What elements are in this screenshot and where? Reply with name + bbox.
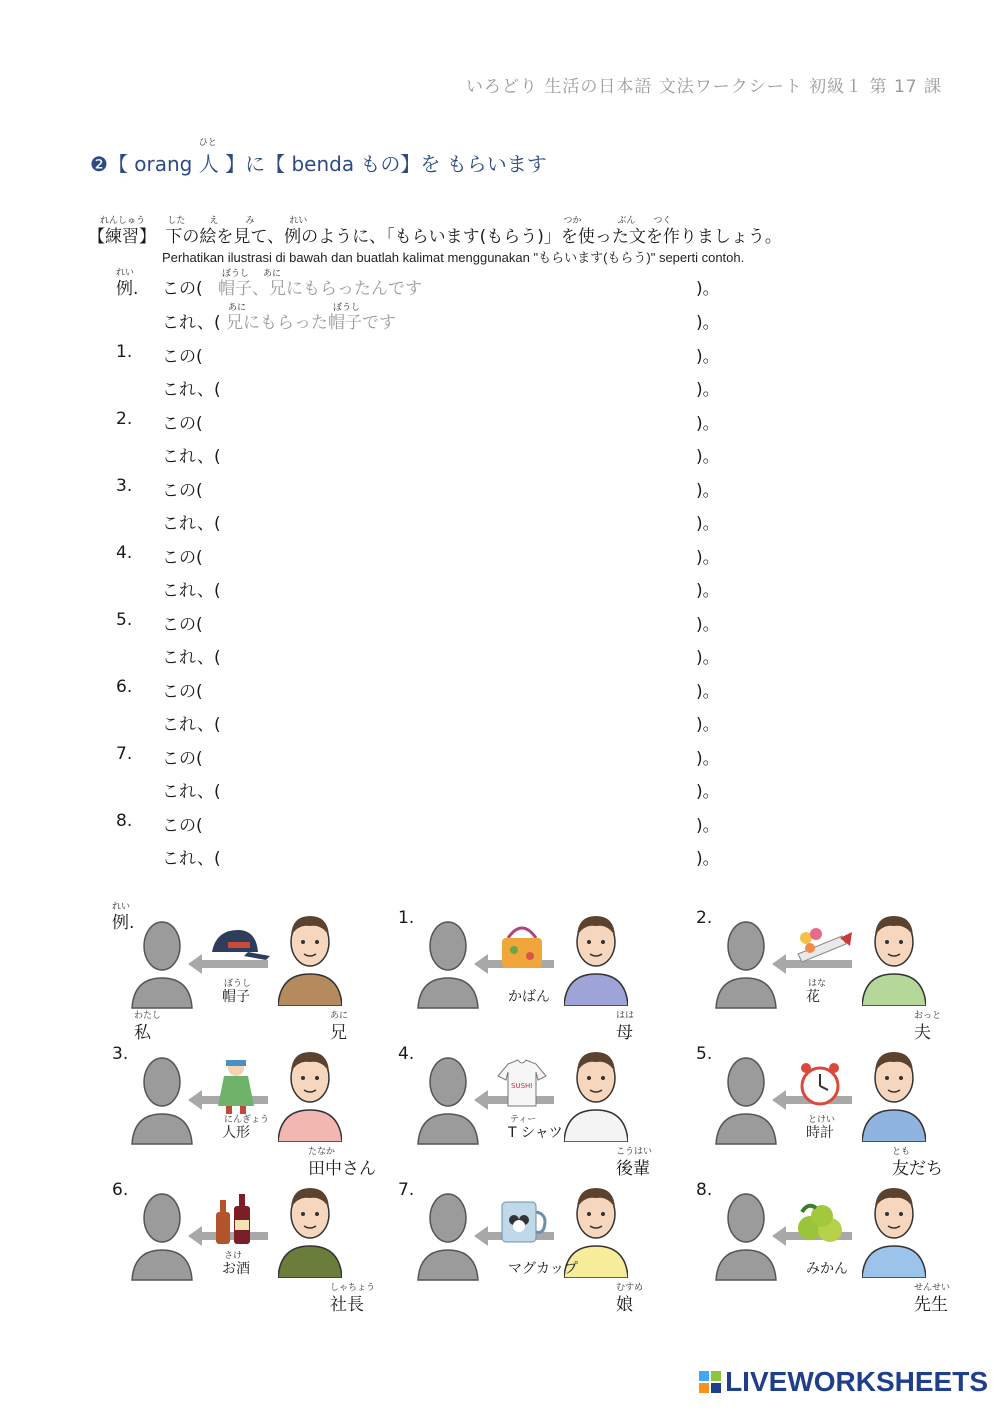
exercise-row-4-a [0, 543, 1000, 573]
exercise-close: )。 [696, 648, 720, 668]
receiver-silhouette-icon [714, 1188, 778, 1284]
item-label [806, 1258, 848, 1278]
exercise-lead-kore: これ、( [162, 514, 221, 534]
item-label [508, 1258, 578, 1278]
exercise-lead-kono: この( [162, 548, 203, 568]
answer-input-2-a[interactable] [218, 407, 688, 433]
instruction-label-ruby: れんしゅう [100, 216, 146, 226]
exercise-number: 5. [116, 610, 133, 630]
item-text: 花 [806, 989, 820, 1005]
exercise-row-6-b [0, 710, 1000, 740]
item-text: 時計 [806, 1125, 834, 1141]
giver-text: 友だち [892, 1159, 943, 1179]
panel-number-text: 1. [398, 908, 415, 928]
receiver-text: 私 [134, 1023, 151, 1043]
panel-number [696, 1044, 712, 1064]
giver-label [616, 1147, 653, 1179]
ruby-tsuku: つく [653, 216, 672, 226]
exercise-number: 3. [116, 476, 133, 496]
item-ruby: とけい [808, 1115, 836, 1125]
giver-label [330, 1283, 376, 1315]
ruby-tsuka: つか [563, 216, 582, 226]
clock-icon [792, 1058, 856, 1114]
exercise-row-3-a [0, 476, 1000, 506]
panel-number [112, 1044, 128, 1064]
panel-number-text: 2. [696, 908, 713, 928]
exercise-lead-kore: これ、( [162, 648, 221, 668]
ruby-bun: ぶん [617, 216, 636, 226]
answer-input-8-b[interactable] [224, 842, 688, 868]
item-label [222, 1115, 270, 1142]
exercise-close: )。 [696, 782, 720, 802]
bottles-icon [208, 1194, 272, 1250]
exercise-close: )。 [696, 581, 720, 601]
illustration-panel-4 [398, 1044, 678, 1179]
answer-input-3-a[interactable] [218, 474, 688, 500]
exercise-close: )。 [696, 548, 720, 568]
exercise-close: )。 [696, 347, 720, 367]
giver-label [308, 1147, 376, 1179]
example-ruby-ani: あに [263, 269, 282, 279]
exercise-row-3-b [0, 509, 1000, 539]
giver-ruby: とも [892, 1147, 911, 1157]
answer-input-4-b[interactable] [224, 574, 688, 600]
receiver-silhouette-icon [416, 1188, 480, 1284]
example-label [116, 268, 139, 299]
illustration-panel-1 [398, 908, 678, 1043]
item-label [508, 986, 550, 1006]
exercise-number: 2. [116, 409, 133, 429]
exercise-close: )。 [696, 380, 720, 400]
giver-text: 兄 [330, 1023, 347, 1043]
illustration-panel-6 [112, 1180, 392, 1315]
giver-label [914, 1283, 951, 1315]
liveworksheets-logo [699, 1366, 988, 1398]
cap-icon [208, 922, 272, 978]
receiver-silhouette-icon [714, 916, 778, 1012]
exercise-number: 7. [116, 744, 133, 764]
illustration-panel-7 [398, 1180, 678, 1315]
exercise-row-1-a [0, 342, 1000, 372]
exercise-row-7-b [0, 777, 1000, 807]
example-lead-2: これ、( [162, 313, 221, 333]
exercise-row-2-b [0, 442, 1000, 472]
panel-number-text: 8. [696, 1180, 713, 1200]
item-ruby: にんぎょう [224, 1115, 270, 1125]
panel-number-text: 4. [398, 1044, 415, 1064]
example-close-1: )。 [696, 279, 720, 299]
receiver-silhouette-icon [130, 916, 194, 1012]
giver-label [330, 1011, 349, 1043]
answer-input-4-a[interactable] [218, 541, 688, 567]
exercise-lead-kono: この( [162, 682, 203, 702]
exercise-lead-kono: この( [162, 749, 203, 769]
exercise-lead-kore: これ、( [162, 380, 221, 400]
instruction-translation: Perhatikan ilustrasi di bawah dan buatlah kalimat menggunakan "もらいます(もらう)" seperti contoh. [162, 250, 745, 265]
item-ruby: はな [808, 979, 827, 989]
item-text: 人形 [222, 1125, 250, 1141]
item-label [222, 979, 252, 1006]
receiver-ruby: わたし [134, 1011, 162, 1021]
answer-input-5-b[interactable] [224, 641, 688, 667]
exercise-lead-kono: この( [162, 615, 203, 635]
illustration-panel-0 [112, 902, 392, 1043]
giver-text: 夫 [914, 1023, 931, 1043]
example-row-2 [0, 303, 1000, 338]
item-label [508, 1115, 563, 1142]
receiver-silhouette-icon [130, 1052, 194, 1148]
answer-input-1-b[interactable] [224, 373, 688, 399]
exercise-row-5-a [0, 610, 1000, 640]
exercise-close: )。 [696, 682, 720, 702]
receiver-label [134, 1011, 162, 1043]
answer-input-8-a[interactable] [218, 809, 688, 835]
giver-text: 後輩 [616, 1159, 650, 1179]
panel-number-text: 例. [112, 913, 135, 933]
giver-person-icon [564, 910, 628, 1006]
item-text: かばん [508, 989, 550, 1005]
exercise-close: )。 [696, 414, 720, 434]
flowers-icon [792, 922, 856, 978]
exercise-row-1-b [0, 375, 1000, 405]
answer-input-7-a[interactable] [218, 742, 688, 768]
giver-ruby: たなか [308, 1147, 336, 1157]
section-title [90, 138, 547, 177]
giver-ruby: あに [330, 1011, 349, 1021]
giver-ruby: こうはい [616, 1147, 653, 1157]
illustration-panel-8 [696, 1180, 976, 1315]
giver-person-icon [278, 1182, 342, 1278]
exercise-row-7-a [0, 744, 1000, 774]
answer-input-6-a[interactable] [218, 675, 688, 701]
panel-number-text: 5. [696, 1044, 713, 1064]
answer-input-1-a[interactable] [218, 340, 688, 366]
exercise-close: )。 [696, 715, 720, 735]
ruby-e: え [209, 216, 219, 226]
section-kanji-ruby: ひと [198, 138, 217, 148]
item-text: マグカップ [508, 1261, 578, 1277]
example-label-text: 例. [116, 279, 139, 299]
example-ruby-ani-2: あに [228, 303, 247, 313]
exercise-number: 1. [116, 342, 133, 362]
exercise-lead-kore: これ、( [162, 782, 221, 802]
exercise-close: )。 [696, 481, 720, 501]
answer-input-3-b[interactable] [224, 507, 688, 533]
logo-mark-icon [699, 1371, 721, 1393]
exercise-close: )。 [696, 615, 720, 635]
item-label [806, 979, 827, 1006]
giver-label [892, 1147, 943, 1179]
mikan-icon [792, 1194, 856, 1250]
giver-text: 田中さん [308, 1159, 376, 1179]
answer-input-5-a[interactable] [218, 608, 688, 634]
exercise-row-6-a [0, 677, 1000, 707]
exercise-close: )。 [696, 816, 720, 836]
receiver-silhouette-icon [416, 1052, 480, 1148]
panel-number-ruby: れい [112, 902, 131, 912]
section-title-kanji: 人 [198, 152, 219, 176]
answer-input-2-b[interactable] [224, 440, 688, 466]
panel-number-text: 7. [398, 1180, 415, 1200]
worksheet-header: いろどり 生活の日本語 文法ワークシート 初級１ 第 17 課 [465, 77, 942, 97]
ruby-rei: れい [289, 216, 308, 226]
receiver-silhouette-icon [416, 916, 480, 1012]
svg-text:SUSHI: SUSHI [511, 1082, 533, 1090]
exercise-lead-kono: この( [162, 816, 203, 836]
exercise-lead-kore: これ、( [162, 715, 221, 735]
illustration-panel-3 [112, 1044, 392, 1179]
mug-icon [494, 1194, 558, 1250]
exercise-number: 4. [116, 543, 133, 563]
example-ruby-boushi-2: ぼうし [333, 303, 361, 313]
item-text: お酒 [222, 1261, 250, 1277]
giver-person-icon [862, 910, 926, 1006]
giver-person-icon [278, 910, 342, 1006]
item-label [222, 1251, 250, 1278]
exercise-lead-kono: この( [162, 481, 203, 501]
giver-label [914, 1011, 942, 1043]
exercise-number: 6. [116, 677, 133, 697]
section-title-post: 】に【 benda もの】を もらいます [218, 152, 547, 176]
receiver-silhouette-icon [130, 1188, 194, 1284]
exercise-lead-kore: これ、( [162, 581, 221, 601]
instruction-text: 下の絵を見て、例のように、「もらいます(もらう)」を使った文を作りましょう。 [165, 227, 782, 247]
giver-text: 娘 [616, 1295, 633, 1315]
example-ruby-boushi: ぼうし [222, 269, 250, 279]
answer-input-7-b[interactable] [224, 775, 688, 801]
exercise-number: 8. [116, 811, 133, 831]
giver-person-icon [564, 1046, 628, 1142]
exercise-close: )。 [696, 447, 720, 467]
illustration-panel-2 [696, 908, 976, 1043]
example-answer-2: 兄にもらった帽子です [226, 313, 396, 333]
panel-number [398, 908, 414, 928]
item-text: みかん [806, 1261, 848, 1277]
giver-ruby: おっと [914, 1011, 942, 1021]
giver-label [616, 1283, 644, 1315]
illustration-panel-5 [696, 1044, 976, 1179]
exercise-lead-kono: この( [162, 414, 203, 434]
giver-person-icon [278, 1046, 342, 1142]
giver-ruby: せんせい [914, 1283, 951, 1293]
item-ruby: ぼうし [224, 979, 252, 989]
panel-number [696, 908, 712, 928]
giver-ruby: むすめ [616, 1283, 644, 1293]
item-text: T シャツ [508, 1125, 563, 1141]
exercise-row-4-b [0, 576, 1000, 606]
panel-number-text: 3. [112, 1044, 129, 1064]
giver-label [616, 1011, 635, 1043]
item-label [806, 1115, 836, 1142]
example-answer-1: 帽子、兄にもらったんです [218, 279, 422, 299]
giver-ruby: はは [616, 1011, 635, 1021]
exercise-row-8-a [0, 811, 1000, 841]
giver-person-icon [862, 1046, 926, 1142]
panel-number [398, 1044, 414, 1064]
panel-number [112, 1180, 128, 1200]
example-lead-1: この( [162, 279, 203, 299]
ruby-shita: した [167, 216, 186, 226]
exercise-row-8-b [0, 844, 1000, 874]
instruction-line [88, 216, 782, 247]
doll-icon [208, 1058, 272, 1114]
tshirt-icon [494, 1058, 558, 1114]
item-ruby: さけ [224, 1251, 243, 1261]
exercise-close: )。 [696, 514, 720, 534]
item-ruby: ティー [510, 1115, 537, 1125]
giver-text: 社長 [330, 1295, 364, 1315]
panel-number [696, 1180, 712, 1200]
example-row-1 [0, 268, 1000, 304]
exercise-row-2-a [0, 409, 1000, 439]
exercise-lead-kore: これ、( [162, 849, 221, 869]
exercise-close: )。 [696, 849, 720, 869]
panel-number [398, 1180, 414, 1200]
logo-text: LIVEWORKSHEETS [725, 1366, 988, 1397]
exercise-lead-kono: この( [162, 347, 203, 367]
exercise-close: )。 [696, 749, 720, 769]
giver-ruby: しゃちょう [330, 1283, 376, 1293]
bag-icon [494, 922, 558, 978]
receiver-silhouette-icon [714, 1052, 778, 1148]
answer-input-6-b[interactable] [224, 708, 688, 734]
giver-text: 母 [616, 1023, 633, 1043]
section-title-pre: ❷【 orang [90, 152, 199, 176]
item-text: 帽子 [222, 989, 250, 1005]
example-label-ruby: れい [116, 268, 135, 278]
instruction-label: 【練習】 [88, 227, 156, 247]
giver-person-icon [862, 1182, 926, 1278]
exercise-lead-kore: これ、( [162, 447, 221, 467]
example-close-2: )。 [696, 313, 720, 333]
panel-number-text: 6. [112, 1180, 129, 1200]
exercise-row-5-b [0, 643, 1000, 673]
giver-text: 先生 [914, 1295, 948, 1315]
ruby-mi: み [245, 216, 255, 226]
